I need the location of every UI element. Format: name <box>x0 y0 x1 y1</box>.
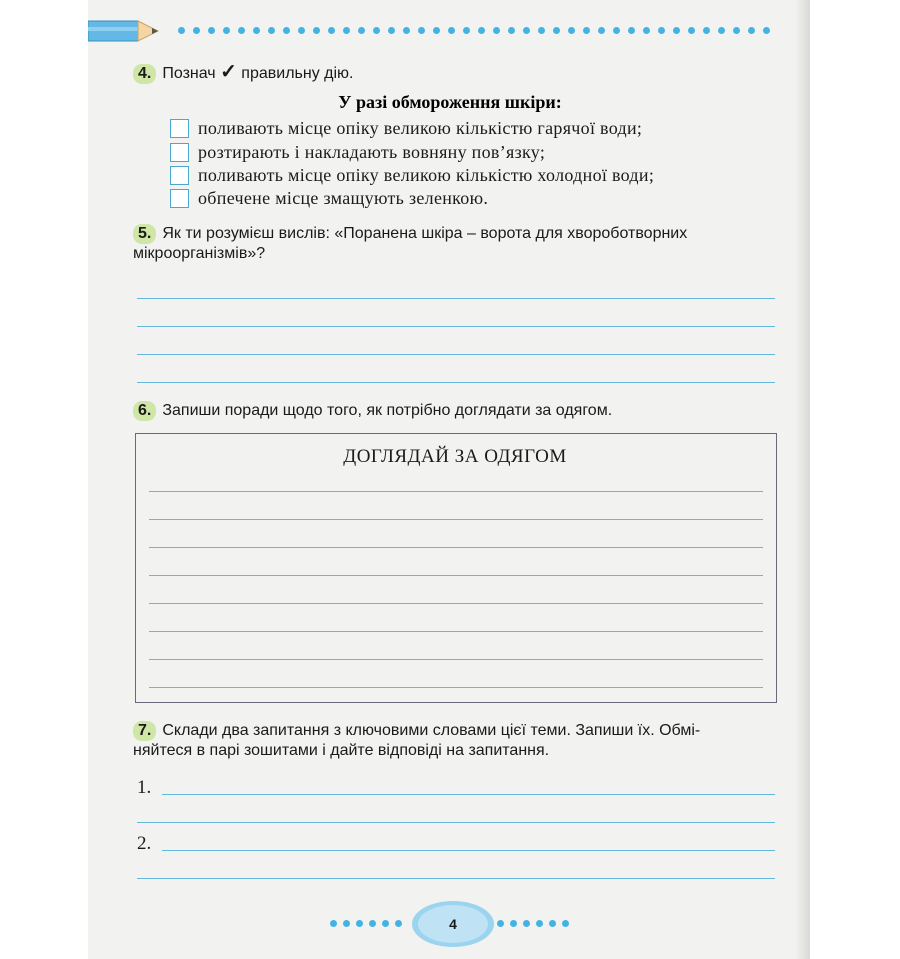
option-label-3: поливають місце опіку великою кількістю холодної води; <box>198 165 655 185</box>
task-5-line-2: мікроорганізмів»? <box>133 245 266 262</box>
decorative-dot <box>613 27 620 34</box>
option-label-1: поливають місце опіку великою кількістю гарячої води; <box>198 118 643 138</box>
task-7-line-2: няйтеся в парі зошитами і дайте відповіді на запитання. <box>133 742 550 759</box>
task-number-badge: 5. <box>133 224 156 244</box>
decorative-dot <box>583 27 590 34</box>
decorative-dot <box>298 27 305 34</box>
answer-line[interactable] <box>162 794 775 795</box>
option-checkbox-1[interactable] <box>170 119 189 138</box>
decorative-dot <box>328 27 335 34</box>
task-number-badge: 4. <box>133 64 156 84</box>
decorative-dot <box>313 27 320 34</box>
box-title: ДОГЛЯДАЙ ЗА ОДЯГОМ <box>343 446 567 467</box>
decorative-dot <box>523 27 530 34</box>
decorative-dot <box>343 920 350 927</box>
decorative-dot <box>208 27 215 34</box>
decorative-dot <box>395 920 402 927</box>
decorative-dot <box>497 920 504 927</box>
task-4-text-a: Познач <box>162 65 216 82</box>
task-5-prompt <box>133 224 783 264</box>
decorative-dot <box>373 27 380 34</box>
decorative-dot <box>330 920 337 927</box>
decorative-dot <box>493 27 500 34</box>
decorative-dot <box>418 27 425 34</box>
decorative-dot <box>688 27 695 34</box>
decorative-dot <box>536 920 543 927</box>
option-row <box>170 188 488 209</box>
answer-line[interactable] <box>137 382 775 383</box>
decorative-dot <box>478 27 485 34</box>
option-row <box>170 142 545 163</box>
decorative-dot <box>253 27 260 34</box>
decorative-dot <box>523 920 530 927</box>
answer-line[interactable] <box>149 603 763 604</box>
decorative-dot <box>178 27 185 34</box>
task-4-heading: У разі обмороження шкіри: <box>338 92 562 112</box>
option-checkbox-4[interactable] <box>170 189 189 208</box>
option-row <box>170 118 642 139</box>
decorative-dot <box>356 920 363 927</box>
clothing-care-box <box>135 433 777 703</box>
decorative-dot <box>463 27 470 34</box>
answer-line[interactable] <box>137 354 775 355</box>
answer-line[interactable] <box>149 519 763 520</box>
answer-line[interactable] <box>149 575 763 576</box>
decorative-dots-right <box>497 920 577 928</box>
option-checkbox-3[interactable] <box>170 166 189 185</box>
option-label-4: обпечене місце змащують зеленкою. <box>198 188 489 208</box>
decorative-dot <box>628 27 635 34</box>
decorative-dots-top <box>178 27 778 35</box>
answer-line[interactable] <box>137 298 775 299</box>
decorative-dot <box>763 27 770 34</box>
question-number-1: 1. <box>137 777 152 798</box>
decorative-dot <box>388 27 395 34</box>
decorative-dot <box>658 27 665 34</box>
answer-line[interactable] <box>137 878 775 879</box>
decorative-dot <box>238 27 245 34</box>
decorative-dot <box>193 27 200 34</box>
decorative-dot <box>703 27 710 34</box>
decorative-dot <box>382 920 389 927</box>
answer-line[interactable] <box>137 326 775 327</box>
option-checkbox-2[interactable] <box>170 143 189 162</box>
decorative-dot <box>549 920 556 927</box>
answer-line[interactable] <box>137 822 775 823</box>
decorative-dot <box>433 27 440 34</box>
option-label-2: розтирають і накладають вовняну пов’язку; <box>198 142 546 162</box>
answer-line[interactable] <box>149 491 763 492</box>
task-4-text-b: правильну дію. <box>241 65 354 82</box>
decorative-dot <box>343 27 350 34</box>
decorative-dot <box>283 27 290 34</box>
decorative-dot <box>510 920 517 927</box>
decorative-dot <box>733 27 740 34</box>
decorative-dot <box>568 27 575 34</box>
answer-line[interactable] <box>149 547 763 548</box>
task-7-prompt <box>133 721 783 761</box>
decorative-dot <box>448 27 455 34</box>
decorative-dot <box>748 27 755 34</box>
answer-line[interactable] <box>149 631 763 632</box>
decorative-dot <box>643 27 650 34</box>
page-edge-shadow <box>795 0 810 959</box>
task-4-prompt <box>133 62 353 84</box>
task-6-text: Запиши поради щодо того, як потрібно доглядати за одягом. <box>162 402 613 419</box>
task-number-badge: 6. <box>133 401 156 421</box>
decorative-dot <box>598 27 605 34</box>
task-5-line-1: Як ти розумієш вислів: «Поранена шкіра – ворота для хвороботворних <box>162 225 688 242</box>
decorative-dot <box>223 27 230 34</box>
task-number-badge: 7. <box>133 721 156 741</box>
page-number-text: 4 <box>449 916 457 932</box>
decorative-dot <box>358 27 365 34</box>
option-row <box>170 165 654 186</box>
decorative-dot <box>268 27 275 34</box>
task-6-prompt <box>133 401 612 421</box>
decorative-dot <box>508 27 515 34</box>
answer-line[interactable] <box>149 687 763 688</box>
decorative-dot <box>718 27 725 34</box>
pencil-icon <box>88 18 168 44</box>
decorative-dot <box>562 920 569 927</box>
page-number <box>412 901 494 947</box>
decorative-dot <box>553 27 560 34</box>
checkmark-icon: ✓ <box>220 61 237 83</box>
decorative-dot <box>538 27 545 34</box>
answer-line[interactable] <box>162 850 775 851</box>
question-number-2: 2. <box>137 833 152 854</box>
task-7-line-1: Склади два запитання з ключовими словами цієї теми. Запиши їх. Обмі- <box>162 722 701 739</box>
decorative-dot <box>673 27 680 34</box>
decorative-dot <box>369 920 376 927</box>
decorative-dot <box>403 27 410 34</box>
answer-line[interactable] <box>149 659 763 660</box>
decorative-dots-left <box>330 920 410 928</box>
